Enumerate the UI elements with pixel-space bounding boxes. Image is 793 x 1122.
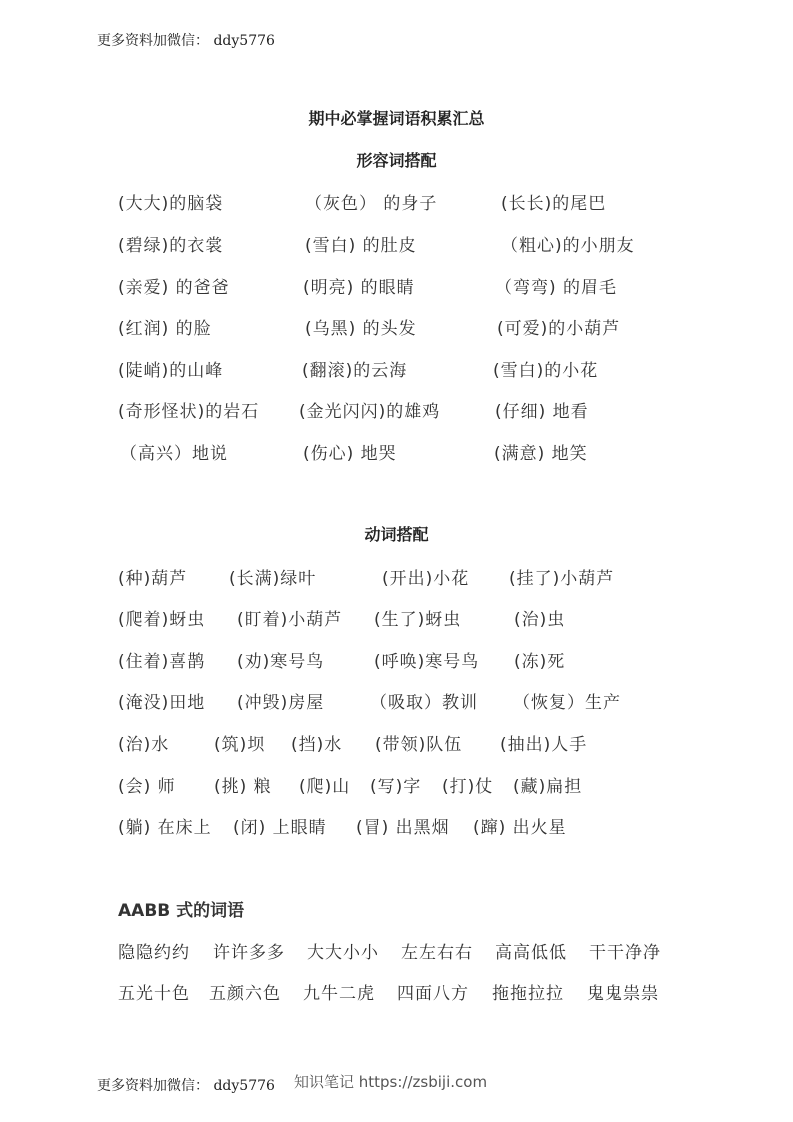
list-item: (住着)喜鹊 (118, 652, 206, 672)
list-item: （灰色） 的身子 (305, 194, 438, 214)
list-item: (爬)山 (299, 777, 351, 797)
list-item: (雪白) 的肚皮 (305, 236, 417, 256)
list-item: (奇形怪状)的岩石 (118, 402, 260, 422)
list-item: (带领)队伍 (375, 735, 463, 755)
list-item: (明亮) 的眼睛 (303, 278, 415, 298)
page-title: 期中必掌握词语积累汇总 (308, 109, 485, 128)
list-item: 大大小小 (307, 943, 379, 963)
list-item: (长满)绿叶 (229, 569, 317, 589)
list-item: (乌黑) 的头发 (305, 319, 417, 339)
list-item: 九牛二虎 (303, 984, 375, 1004)
list-item: (治)水 (118, 735, 170, 755)
list-item: (冻)死 (514, 652, 566, 672)
list-item: (淹没)田地 (118, 693, 206, 713)
list-item: (挑) 粮 (214, 777, 272, 797)
watermark-text: 知识笔记 https://zsbiji.com (294, 1073, 488, 1091)
list-item: (抽出)人手 (500, 735, 588, 755)
list-item: (仔细) 地看 (495, 402, 589, 422)
list-item: （恢复）生产 (513, 693, 621, 713)
list-item: (筑)坝 (214, 735, 266, 755)
header-contact: 更多资料加微信： ddy5776 (97, 33, 275, 49)
list-item: 干干净净 (589, 943, 661, 963)
adjective-heading: 形容词搭配 (356, 151, 437, 170)
list-item: (陡峭)的山峰 (118, 361, 224, 381)
list-item: (呼唤)寒号鸟 (374, 652, 480, 672)
list-item: (长长)的尾巴 (501, 194, 607, 214)
list-item: 隐隐约约 (118, 943, 190, 963)
list-item: (可爱)的小葫芦 (497, 319, 621, 339)
list-item: (挡)水 (291, 735, 343, 755)
list-item: (蹿) 出火星 (473, 818, 567, 838)
list-item: 四面八方 (397, 984, 469, 1004)
list-item: （吸取）教训 (370, 693, 478, 713)
list-item: (写)字 (370, 777, 422, 797)
list-item: (翻滚)的云海 (302, 361, 408, 381)
list-item: 许许多多 (213, 943, 285, 963)
list-item: (伤心) 地哭 (303, 444, 397, 464)
list-item: (满意) 地笑 (494, 444, 588, 464)
list-item: 五颜六色 (209, 984, 281, 1004)
list-item: (盯着)小葫芦 (237, 610, 343, 630)
list-item: （粗心)的小朋友 (501, 236, 635, 256)
list-item: (闭) 上眼睛 (233, 818, 327, 838)
list-item: (打)仗 (442, 777, 494, 797)
list-item: 高高低低 (495, 943, 567, 963)
list-item: 五光十色 (118, 984, 190, 1004)
list-item: (冒) 出黑烟 (356, 818, 450, 838)
list-item: (躺) 在床上 (118, 818, 212, 838)
list-item: (金光闪闪)的雄鸡 (299, 402, 441, 422)
verb-heading: 动词搭配 (364, 525, 429, 544)
aabb-heading: AABB 式的词语 (118, 901, 245, 921)
list-item: (雪白)的小花 (493, 361, 599, 381)
list-item: (红润) 的脸 (118, 319, 212, 339)
list-item: 拖拖拉拉 (492, 984, 564, 1004)
list-item: (冲毁)房屋 (237, 693, 325, 713)
list-item: (爬着)蚜虫 (118, 610, 206, 630)
list-item: (会) 师 (118, 777, 176, 797)
list-item: （高兴）地说 (120, 444, 228, 464)
list-item: (种)葫芦 (118, 569, 188, 589)
list-item: 左左右右 (401, 943, 473, 963)
list-item: (亲爱) 的爸爸 (118, 278, 230, 298)
list-item: (生了)蚜虫 (374, 610, 462, 630)
list-item: (治)虫 (514, 610, 566, 630)
list-item: 鬼鬼祟祟 (587, 984, 659, 1004)
list-item: (大大)的脑袋 (118, 194, 224, 214)
list-item: (挂了)小葫芦 (509, 569, 615, 589)
footer-contact: 更多资料加微信： ddy5776 (97, 1078, 275, 1094)
list-item: (开出)小花 (382, 569, 470, 589)
list-item: (劝)寒号鸟 (237, 652, 325, 672)
list-item: (藏)扁担 (513, 777, 583, 797)
list-item: （弯弯) 的眉毛 (495, 278, 618, 298)
list-item: (碧绿)的衣裳 (118, 236, 224, 256)
